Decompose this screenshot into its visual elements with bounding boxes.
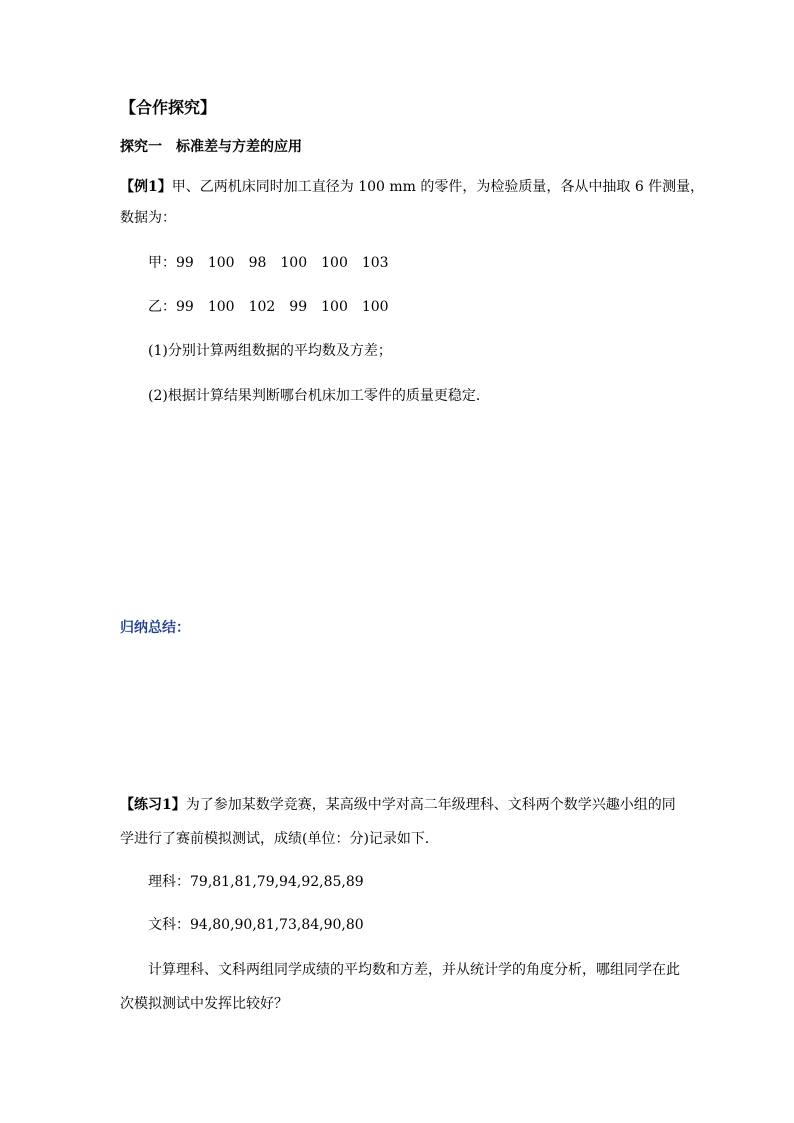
example-1-question-2: (2)根据计算结果判断哪台机床加工零件的质量更稳定． [148,388,490,404]
arts-scores: 文科：94,80,90,81,73,84,90,80 [148,917,364,933]
yi-label: 乙： [148,299,176,315]
jia-value: 100 [207,255,235,271]
yi-value: 99 [176,299,194,315]
jia-data-row [148,253,403,273]
example-1-question-1: (1)分别计算两组数据的平均数及方差； [148,343,392,359]
example-1-line-2: 数据为： [120,210,176,226]
jia-value: 100 [321,255,348,271]
yi-value: 102 [248,299,276,315]
yi-data-row [148,297,403,317]
science-scores: 理科：79,81,81,79,94,92,85,89 [148,874,364,890]
yi-value: 99 [289,299,308,315]
yi-value: 100 [207,299,235,315]
yi-value: 100 [361,299,389,315]
example-1-line-1 [120,177,704,197]
jia-value: 99 [176,255,194,271]
practice-1-label: 【练习1】 [120,797,186,813]
jia-value: 103 [361,255,389,271]
practice-1-line-2: 学进行了赛前模拟测试，成绩(单位：分)记录如下． [120,831,439,847]
practice-1-question-line-2: 次模拟测试中发挥比较好？ [120,996,288,1012]
example-1-text: 甲、乙两机床同时加工直径为 100 mm 的零件，为检验质量，各从中抽取 6 件测量， [171,179,705,195]
jia-value: 100 [280,255,308,271]
explore-title: 探究一 标准差与方差的应用 [120,139,302,155]
summary-label: 归纳总结： [120,620,190,636]
jia-value: 98 [248,255,267,271]
section-title: 【合作探究】 [120,98,217,117]
yi-value: 100 [321,299,348,315]
practice-1-line-1 [120,795,676,815]
practice-1-text: 为了参加某数学竞赛，某高级中学对高二年级理科、文科两个数学兴趣小组的同 [185,797,676,813]
example-1-label: 【例1】 [120,179,172,195]
practice-1-question-line-1: 计算理科、文科两组同学成绩的平均数和方差，并从统计学的角度分析，哪组同学在此 [148,962,680,978]
jia-label: 甲： [148,255,176,271]
